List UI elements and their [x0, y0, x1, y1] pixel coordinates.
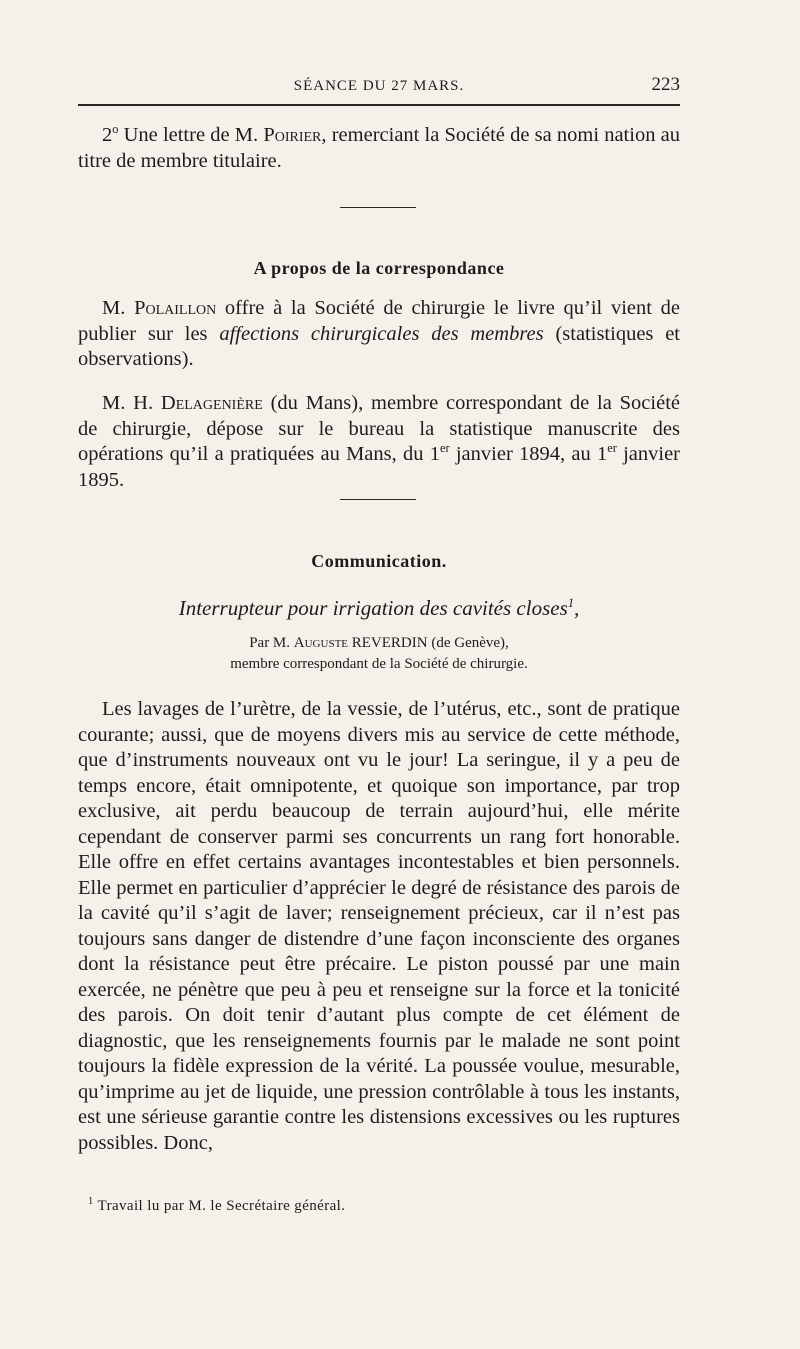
header-rule	[78, 104, 680, 106]
article-title	[78, 596, 680, 621]
para1-name: Poirier	[263, 124, 322, 146]
author-rest: REVERDIN (de Genève),	[348, 635, 509, 651]
article-title-note: 1	[567, 596, 575, 610]
para1-prefix: 2	[102, 124, 113, 146]
para1-ordinal: o	[112, 122, 119, 137]
footnote-marker: 1	[88, 1196, 94, 1207]
running-title: SÉANCE DU 27 MARS.	[293, 78, 465, 94]
para3-name: Delagenière	[160, 392, 263, 414]
para3-middle: (du Mans), membre correspondant de la Société de chirurgie, dépose sur le bureau la statistique manuscrite des opérations qu’il a pratiquées au Mans, du 1	[78, 392, 680, 465]
article-title-text: Interrupteur pour irrigation des cavités closes	[178, 596, 568, 620]
para3-after: janvier 1895.	[78, 443, 681, 491]
paragraph-letter	[78, 123, 680, 174]
byline	[78, 633, 680, 675]
para3-middle2: janvier 1894, au 1	[449, 443, 608, 465]
para2-italic-title: affections chirurgicales des membres	[219, 322, 544, 345]
para1-text-after: , remerciant la Société de sa nomi nation au titre de membre titulaire.	[78, 124, 680, 172]
footnote	[88, 1198, 345, 1215]
para3-sup2: er	[607, 441, 617, 456]
para3-sup1: er	[440, 441, 450, 456]
author-first: Auguste	[293, 635, 349, 651]
para2-before: M.	[102, 297, 135, 319]
para2-after: (statistiques et observations).	[78, 322, 680, 370]
para1-text-before: Une lettre de M.	[118, 124, 264, 146]
page-number: 223	[651, 74, 680, 95]
running-head	[78, 74, 680, 98]
paragraph-polaillon	[78, 296, 680, 373]
article-body	[78, 697, 680, 1156]
byline-line2: membre correspondant de la Société de chirurgie.	[230, 656, 528, 672]
section-heading-correspondance: A propos de la correspondance	[253, 258, 505, 278]
byline-prefix: Par M.	[249, 635, 294, 651]
paragraph-delageniere	[78, 391, 680, 493]
separator-rule	[340, 207, 416, 208]
para3-before: M. H.	[102, 392, 161, 414]
footnote-text: Travail lu par M. le Secrétaire général.	[93, 1198, 346, 1214]
article-title-after: ,	[574, 596, 580, 620]
separator-rule	[340, 499, 416, 500]
para2-name: Polaillon	[134, 297, 217, 319]
article-body-text: Les lavages de l’urètre, de la vessie, de l’utérus, etc., sont de pratique courante; aussi, que de moyens divers mis au service de cette méthode, que d’instruments nouveaux ont vu le jour! La seringue, il y a peu de temps encore, était omnipotente, et quoique son importance, par trop exclusive, ait perdu beaucoup de terrain aujourd’hui, elle mérite cependant de conserver parmi ses concurrents un rang fort honorable. Elle offre en effet certains avantages incontestables et bien personnels. Elle permet en particulier d’apprécier le degré de résistance des parois de la cavité qu’il s’agit de laver; renseignement précieux, car il n’est pas toujours sans danger de distendre d’une façon inconsciente des organes dont la résistance peut être précaire. Le piston poussé par une main exercée, ne pénètre que peu à peu et renseigne sur la force et la tonicité des parois. On doit tenir d’autant plus compte de cet élément de diagnostic, que les renseignements fournis par le malade ne sont point toujours la fidèle expression de la vérité. La poussée voulue, mesurable, qu’imprime au jet de liquide, une pression contrôlable à tous les instants, est une sérieuse garantie contre les distensions excessives ou les ruptures possibles. Donc,	[78, 698, 680, 1154]
para2-middle: offre à la Société de chirurgie le livre qu’il vient de publier sur les	[78, 297, 680, 345]
section-heading-communication: Communication.	[311, 551, 447, 571]
